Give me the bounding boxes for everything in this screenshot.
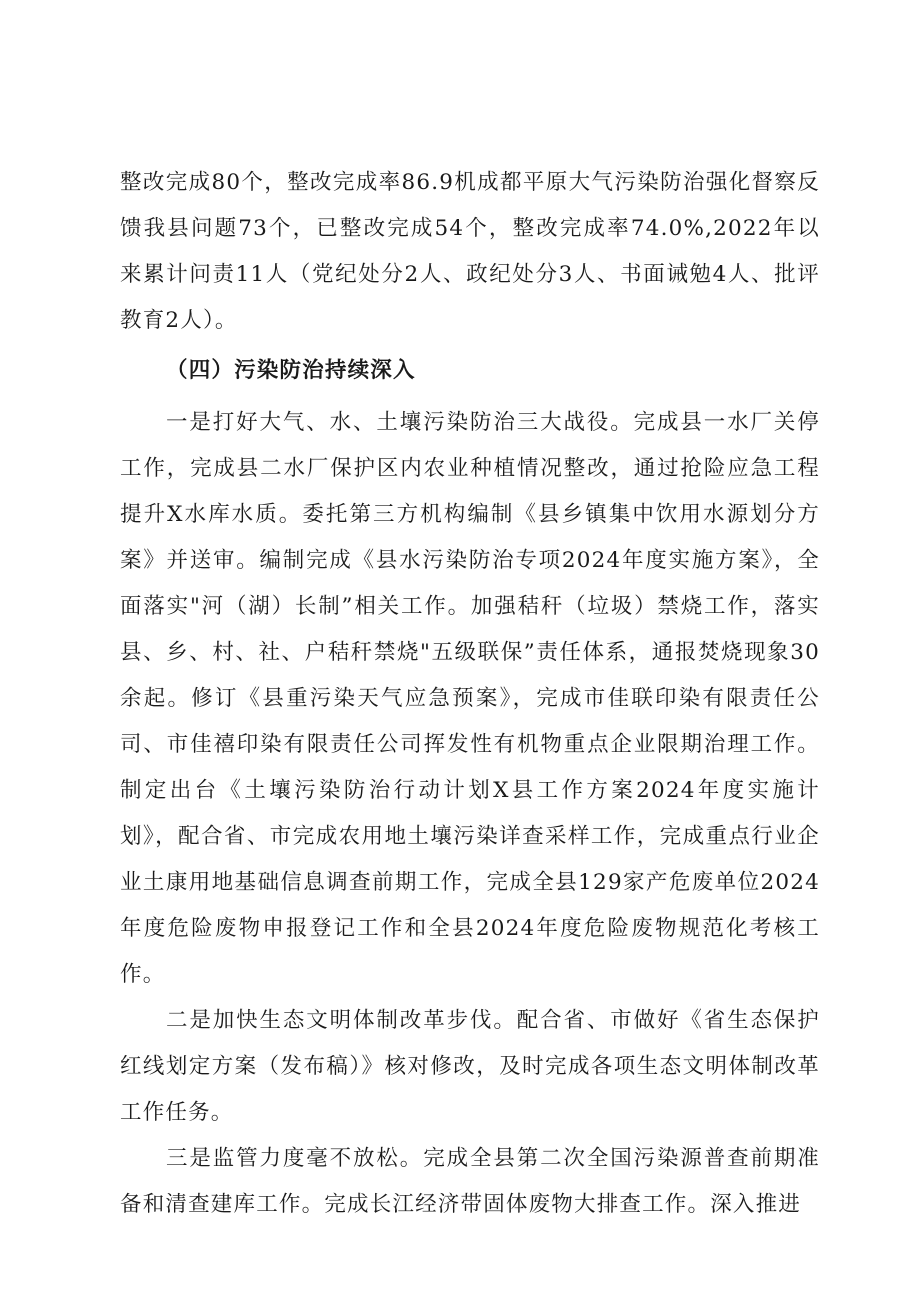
section-heading-pollution-prevention: （四）污染防治持续深入 [166, 358, 416, 383]
document-body [120, 160, 820, 1228]
paragraph-rectification-summary: 整改完成80个，整改完成率86.9机成都平原大气污染防治强化督察反馈我县问题73个，已整改完成54个，整改完成率74.0%,2022年以来累计问责11人（党纪处分2人、政纪处分3人、书面诫勉4人、批评教育2人）。 [120, 170, 820, 333]
paragraph-ecological-reform: 二是加快生态文明体制改革步伐。配合省、市做好《省生态保护红线划定方案（发布稿）》核对修改，及时完成各项生态文明体制改革工作任务。 [120, 1008, 820, 1125]
paragraph-three-battles: 一是打好大气、水、土壤污染防治三大战役。完成县一水厂关停工作，完成县二水厂保护区内农业种植情况整改，通过抢险应急工程提升X水库水质。委托第三方机构编制《县乡镇集中饮用水源划分方案》并送审。编制完成《县水污染防治专项2024年度实施方案》，全面落实"河（湖）长制”相关工作。加强秸秆（垃圾）禁烧工作，落实县、乡、村、社、户秸秆禁烧"五级联保”责任体系，通报焚烧现象30余起。修订《县重污染天气应急预案》，完成市佳联印染有限责任公司、市佳禧印染有限责任公司挥发性有机物重点企业限期治理工作。制定出台《土壤污染防治行动计划X县工作方案2024年度实施计划》，配合省、市完成农用地土壤污染详查采样工作，完成重点行业企业土康用地基础信息调查前期工作，完成全县129家产危废单位2024年度危险废物申报登记工作和全县2024年度危险废物规范化考核工作。 [120, 410, 820, 987]
paragraph-supervision: 三是监管力度毫不放松。完成全县第二次全国污染源普查前期准备和清查建库工作。完成长江经济带固体废物大排查工作。深入推进 [120, 1146, 820, 1217]
